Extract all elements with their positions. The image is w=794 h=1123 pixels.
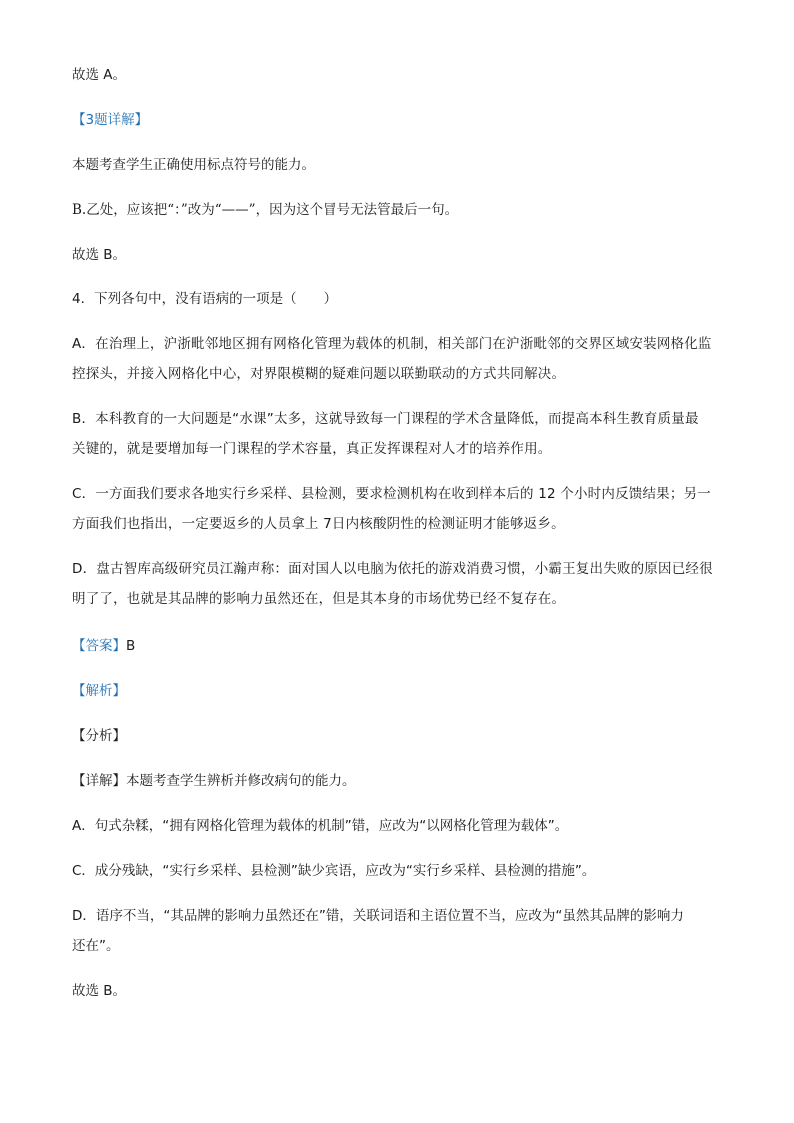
- xiangjie-line: [72, 772, 732, 790]
- text-line: B.乙处，应该把“：”改为“——”，因为这个冒号无法管最后一句。: [72, 202, 459, 218]
- option-a-line1: A．在治理上，沪浙毗邻地区拥有网格化管理为载体的机制，相关部门在沪浙毗邻的交界区域安装网格化监: [72, 336, 712, 352]
- option-d-line2: 明了了，也就是其品牌的影响力虽然还在，但是其本身的市场优势已经不复存在。: [72, 591, 566, 607]
- answer-line: [72, 637, 732, 655]
- explanation-d-line1: D．语序不当，“其品牌的影响力虽然还在”错，关联词语和主语位置不当，应改为“虽然其品牌的影响力: [72, 908, 684, 924]
- final-answer: 故选 B。: [72, 983, 127, 999]
- option-c-line1: C．一方面我们要求各地实行乡采样、县检测，要求检测机构在收到样本后的 12 个小时内反馈结果；另一: [72, 486, 711, 502]
- section-heading: 【3题详解】: [72, 112, 149, 128]
- option-b-line1: B．本科教育的一大问题是“水课”太多，这就导致每一门课程的学术含量降低，而提高本科生教育质量最: [72, 411, 699, 427]
- answer-label: 【答案】: [72, 638, 126, 654]
- answer-value: B: [126, 638, 136, 654]
- text-line: 故选 A。: [72, 67, 127, 83]
- explanation-c: C．成分残缺，“实行乡采样、县检测”缺少宾语，应改为“实行乡采样、县检测的措施”。: [72, 863, 596, 879]
- analysis-heading: 【解析】: [72, 683, 126, 699]
- xiangjie-label: 【详解】: [72, 773, 126, 789]
- option-a-line2: 控探头，并接入网格化中心，对界限模糊的疑难问题以联勤联动的方式共同解决。: [72, 366, 566, 382]
- fenxi-heading: 【分析】: [72, 728, 126, 744]
- option-d-line1: D．盘古智库高级研究员江瀚声称：面对国人以电脑为依托的游戏消费习惯，小霸王复出失败的原因已经很: [72, 561, 713, 577]
- xiangjie-text: 本题考查学生辨析并修改病句的能力。: [126, 773, 356, 789]
- text-line: 本题考查学生正确使用标点符号的能力。: [72, 157, 315, 173]
- text-line: 故选 B。: [72, 247, 127, 263]
- explanation-d-line2: 还在”。: [72, 938, 120, 954]
- question-stem: 4．下列各句中，没有语病的一项是（ ）: [72, 291, 338, 307]
- option-c-line2: 方面我们也指出，一定要返乡的人员拿上 7日内核酸阴性的检测证明才能够返乡。: [72, 516, 565, 532]
- option-b-line2: 关键的，就是要增加每一门课程的学术容量，真正发挥课程对人才的培养作用。: [72, 441, 552, 457]
- explanation-a: A．句式杂糅，“拥有网格化管理为载体的机制”错，应改为“以网格化管理为载体”。: [72, 818, 569, 834]
